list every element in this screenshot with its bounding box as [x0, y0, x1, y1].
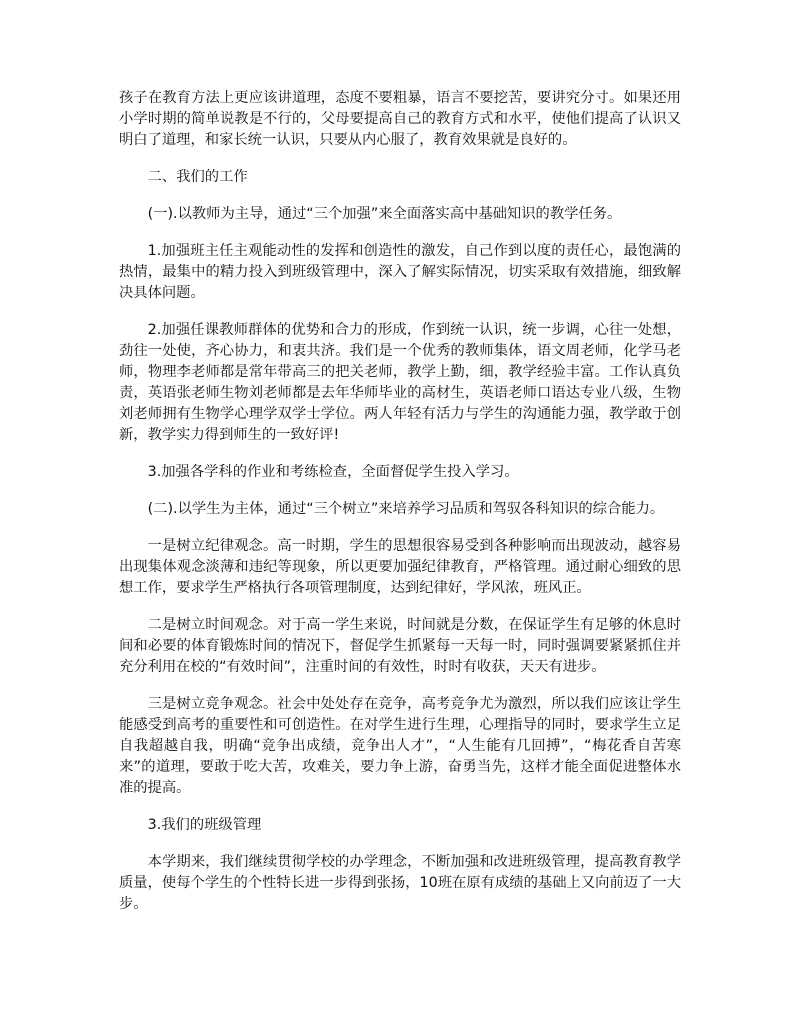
paragraph-parenting-methods: 孩子在教育方法上更应该讲道理，态度不要粗暴，语言不要挖苦，要讲究分寸。如果还用小学时期的简单说教是不行的，父母要提高自己的教育方式和水平，使他们提高了认识又明白了道理，和家长统一认识，只要从内心服了，教育效果就是良好的。: [119, 90, 681, 148]
paragraph-item-3: 3.加强各学科的作业和考练检查，全面督促学生投入学习。: [147, 464, 519, 480]
subheading-teachers-leading: (一).以教师为主导，通过“三个加强”来全面落实高中基础知识的教学任务。: [147, 206, 622, 222]
paragraph-competition: 三是树立竞争观念。社会中处处存在竞争，高考竞争尤为激烈，所以我们应该让学生能感受到高考的重要性和可创造性。在对学生进行生理，心理指导的同时，要求学生立足自我超越自我，明确“竞争出成绩，竞争出人才”，“人生能有几回搏”，“梅花香自苦寒来”的道理，要敢于吃大苦，攻难关，要力争上游，奋勇当先，这样才能全面促进整体水准的提高。: [119, 696, 681, 796]
paragraph-semester-summary: 本学期来，我们继续贯彻学校的办学理念，不断加强和改进班级管理，提高教育教学质量，使每个学生的个性特长进一步得到张扬，10班在原有成绩的基础上又向前迈了一大步。: [119, 854, 681, 912]
section-heading-class-management: 3.我们的班级管理: [147, 817, 262, 833]
document-page: [119, 88, 681, 931]
paragraph-time: 二是树立时间观念。对于高一学生来说，时间就是分数，在保证学生有足够的休息时间和必要的体育锻炼时间的情况下，督促学生抓紧每一天每一时，同时强调要紧紧抓住并充分利用在校的“有效时间”，注重时间的有效性，时时有收获，天天有进步。: [119, 617, 681, 675]
paragraph-item-2: 2.加强任课教师群体的优势和合力的形成，作到统一认识，统一步调，心往一处想，劲往一处使，齐心协力，和衷共济。我们是一个优秀的教师集体，语文周老师，化学马老师，物理李老师都是常年带高三的把关老师，教学上勤，细，教学经验丰富。工作认真负责，英语张老师生物刘老师都是去年华师毕业的高材生，英语老师口语达专业八级，生物刘老师拥有生物学心理学双学士学位。两人年轻有活力与学生的沟通能力强，教学敢于创新，教学实力得到师生的一致好评!: [119, 322, 681, 443]
paragraph-discipline: 一是树立纪律观念。高一时期，学生的思想很容易受到各种影响而出现波动，越容易出现集体观念淡薄和违纪等现象，所以更要加强纪律教育，严格管理。通过耐心细致的思想工作，要求学生严格执行各项管理制度，达到纪律好，学风浓，班风正。: [119, 538, 681, 596]
paragraph-item-1: 1.加强班主任主观能动性的发挥和创造性的激发，自己作到以度的责任心，最饱满的热情，最集中的精力投入到班级管理中，深入了解实际情况，切实采取有效措施，细致解决具体问题。: [119, 243, 681, 301]
section-heading-our-work: 二、我们的工作: [147, 169, 248, 185]
subheading-students-main: (二).以学生为主体，通过“三个树立”来培养学习品质和驾驭各科知识的综合能力。: [147, 501, 665, 517]
